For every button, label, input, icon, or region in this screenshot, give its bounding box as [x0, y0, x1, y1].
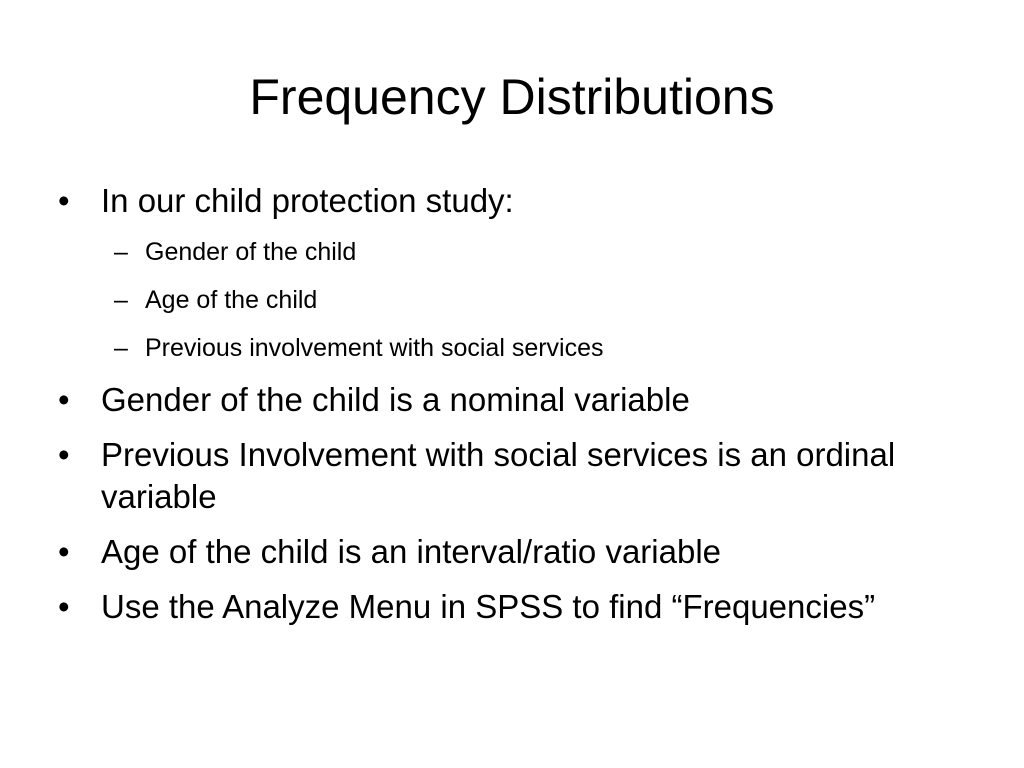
bullet-item	[58, 434, 958, 518]
sub-bullet-text: Previous involvement with social services	[145, 334, 604, 362]
bullet-marker: •	[58, 436, 70, 473]
bullet-marker: •	[58, 533, 70, 570]
bullet-text: Gender of the child is a nominal variable	[101, 381, 690, 418]
bullet-item	[58, 586, 958, 628]
sub-bullet-marker: –	[114, 286, 128, 314]
bullet-marker: •	[58, 381, 70, 418]
sub-bullet-text: Gender of the child	[145, 238, 357, 266]
bullet-item	[58, 180, 958, 222]
bullet-marker: •	[58, 182, 70, 219]
bullet-text: Use the Analyze Menu in SPSS to find “Frequencies”	[101, 588, 876, 625]
bullet-text: In our child protection study:	[101, 182, 514, 219]
bullet-list	[58, 180, 958, 641]
sub-bullet-list	[58, 235, 958, 365]
sub-bullet-marker: –	[114, 334, 128, 362]
slide-title: Frequency Distributions	[249, 69, 775, 125]
sub-bullet-text: Age of the child	[145, 286, 318, 314]
bullet-marker: •	[58, 588, 70, 625]
sub-bullet-item	[58, 235, 958, 269]
bullet-item	[58, 379, 958, 421]
sub-bullet-item	[58, 331, 958, 365]
sub-bullet-marker: –	[114, 238, 128, 266]
bullet-text: Age of the child is an interval/ratio variable	[101, 533, 722, 570]
bullet-text: Previous Involvement with social services is an ordinal variable	[101, 436, 896, 515]
bullet-item	[58, 531, 958, 573]
sub-bullet-item	[58, 283, 958, 317]
